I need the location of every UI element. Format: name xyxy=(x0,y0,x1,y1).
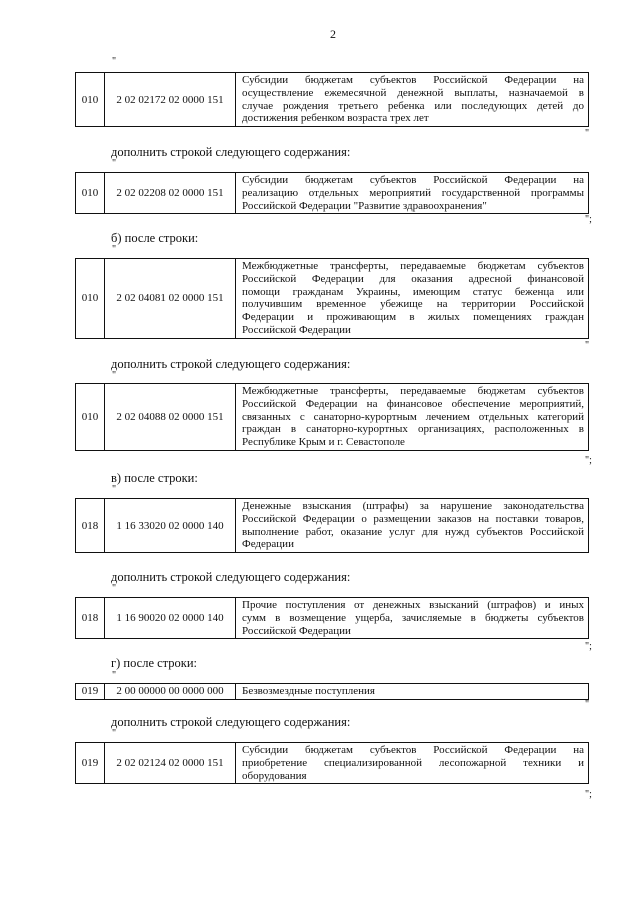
text-line: Денежные взыскания (штрафы) за нарушение законодательства xyxy=(242,500,584,512)
page-number: 2 xyxy=(330,27,336,41)
admin-code-cell: 019 xyxy=(76,684,105,700)
table-row xyxy=(76,73,589,127)
closing-quote: " xyxy=(585,699,590,710)
instruction-heading: дополнить строкой следующего содержания: xyxy=(111,715,351,729)
opening-quote: " xyxy=(112,56,117,67)
income-name-cell xyxy=(236,684,589,700)
budget-row-table xyxy=(75,683,589,700)
admin-code-cell: 010 xyxy=(76,259,105,339)
instruction-heading: в) после строки: xyxy=(111,471,198,485)
closing-quote: " xyxy=(585,340,590,351)
budget-row-table xyxy=(75,498,589,553)
kbk-code-cell: 2 02 04088 02 0000 151 xyxy=(105,384,236,451)
closing-quote: "; xyxy=(585,214,592,225)
text-line: оборудования xyxy=(242,769,307,782)
text-line: Российской Федерации xyxy=(242,624,351,637)
table-row xyxy=(76,743,589,784)
text-line: выполнение работ, оказание услуг для нужд субъектов Российской xyxy=(242,525,584,538)
kbk-code-cell: 2 02 02124 02 0000 151 xyxy=(105,743,236,784)
budget-row-table xyxy=(75,172,589,214)
admin-code-cell: 010 xyxy=(76,173,105,214)
text-line: связанных с санаторно-курортным лечением отдельных категорий xyxy=(242,410,584,423)
text-line: Федерации и проживающим в жилых помещениях граждан xyxy=(242,311,584,324)
table-row xyxy=(76,684,589,700)
income-name-cell xyxy=(236,598,589,639)
opening-quote: " xyxy=(112,728,117,739)
closing-quote: " xyxy=(585,128,590,139)
opening-quote: " xyxy=(112,583,117,594)
text-line: Российской Федерации "Развитие здравоохранения" xyxy=(242,199,487,212)
text-line: сумм в возмещение ущерба, зачисляемые в бюджеты субъектов xyxy=(242,611,584,624)
instruction-heading: дополнить строкой следующего содержания: xyxy=(111,357,351,371)
instruction-heading: дополнить строкой следующего содержания: xyxy=(111,570,351,584)
text-line: Субсидии бюджетам субъектов Российской Федерации на xyxy=(242,174,584,186)
text-line: Субсидии бюджетам субъектов Российской Федерации на xyxy=(242,74,584,86)
closing-quote: "; xyxy=(585,641,592,652)
income-name-cell xyxy=(236,173,589,214)
text-line: Российской Федерации на финансовое обеспечение мероприятий, xyxy=(242,397,584,410)
kbk-code-cell: 1 16 90020 02 0000 140 xyxy=(105,598,236,639)
kbk-code-cell: 2 02 04081 02 0000 151 xyxy=(105,259,236,339)
text-line: Российской Федерации о размещении заказов на поставки товаров, xyxy=(242,512,584,525)
budget-row-table xyxy=(75,383,589,451)
kbk-code-cell: 2 02 02208 02 0000 151 xyxy=(105,173,236,214)
table-row xyxy=(76,384,589,451)
instruction-heading: г) после строки: xyxy=(111,656,198,670)
text-line: реализацию отдельных мероприятий государственной программы xyxy=(242,186,584,199)
text-line: получившим временное убежище на территории Российской xyxy=(242,298,584,311)
text-line: Межбюджетные трансферты, передаваемые бюджетам субъектов xyxy=(242,260,584,272)
closing-quote: "; xyxy=(585,455,592,466)
instruction-heading: б) после строки: xyxy=(111,231,199,245)
opening-quote: " xyxy=(112,670,117,681)
text-line: случае рождения третьего ребенка или последующих детей до xyxy=(242,99,584,112)
budget-row-table xyxy=(75,258,589,339)
text-line: достижения ребенком возраста трех лет xyxy=(242,112,429,125)
text-line: приобретение специализированной лесопожарной техники и xyxy=(242,756,584,769)
budget-row-table xyxy=(75,597,589,639)
admin-code-cell: 018 xyxy=(76,598,105,639)
table-row xyxy=(76,598,589,639)
text-line: осуществление ежемесячной денежной выплаты, назначаемой в xyxy=(242,86,584,99)
text-line: Республике Крым и г. Севастополе xyxy=(242,436,405,449)
instruction-heading: дополнить строкой следующего содержания: xyxy=(111,145,351,159)
closing-quote: "; xyxy=(585,789,592,800)
income-name-cell xyxy=(236,259,589,339)
text-line: Безвозмездные поступления xyxy=(242,685,375,697)
kbk-code-cell: 1 16 33020 02 0000 140 xyxy=(105,499,236,553)
text-line: Субсидии бюджетам субъектов Российской Федерации на xyxy=(242,744,584,756)
text-line: Прочие поступления от денежных взысканий (штрафов) и иных xyxy=(242,599,584,611)
table-row xyxy=(76,499,589,553)
budget-row-table xyxy=(75,72,589,127)
text-line: помощи гражданам Украины, имеющим статус беженца или xyxy=(242,285,584,298)
kbk-code-cell: 2 02 02172 02 0000 151 xyxy=(105,73,236,127)
text-line: граждан в санаторно-курортных организациях, расположенных в xyxy=(242,423,584,436)
budget-row-table xyxy=(75,742,589,784)
admin-code-cell: 018 xyxy=(76,499,105,553)
opening-quote: " xyxy=(112,244,117,255)
table-row xyxy=(76,173,589,214)
opening-quote: " xyxy=(112,484,117,495)
admin-code-cell: 010 xyxy=(76,73,105,127)
text-line: Российской Федерации для оказания адресной финансовой xyxy=(242,272,584,285)
text-line: Федерации xyxy=(242,538,294,551)
income-name-cell xyxy=(236,743,589,784)
opening-quote: " xyxy=(112,158,117,169)
income-name-cell xyxy=(236,499,589,553)
income-name-cell xyxy=(236,384,589,451)
income-name-cell xyxy=(236,73,589,127)
admin-code-cell: 019 xyxy=(76,743,105,784)
kbk-code-cell: 2 00 00000 00 0000 000 xyxy=(105,684,236,700)
text-line: Российской Федерации xyxy=(242,323,351,336)
admin-code-cell: 010 xyxy=(76,384,105,451)
text-line: Межбюджетные трансферты, передаваемые бюджетам субъектов xyxy=(242,385,584,397)
opening-quote: " xyxy=(112,370,117,381)
table-row xyxy=(76,259,589,339)
